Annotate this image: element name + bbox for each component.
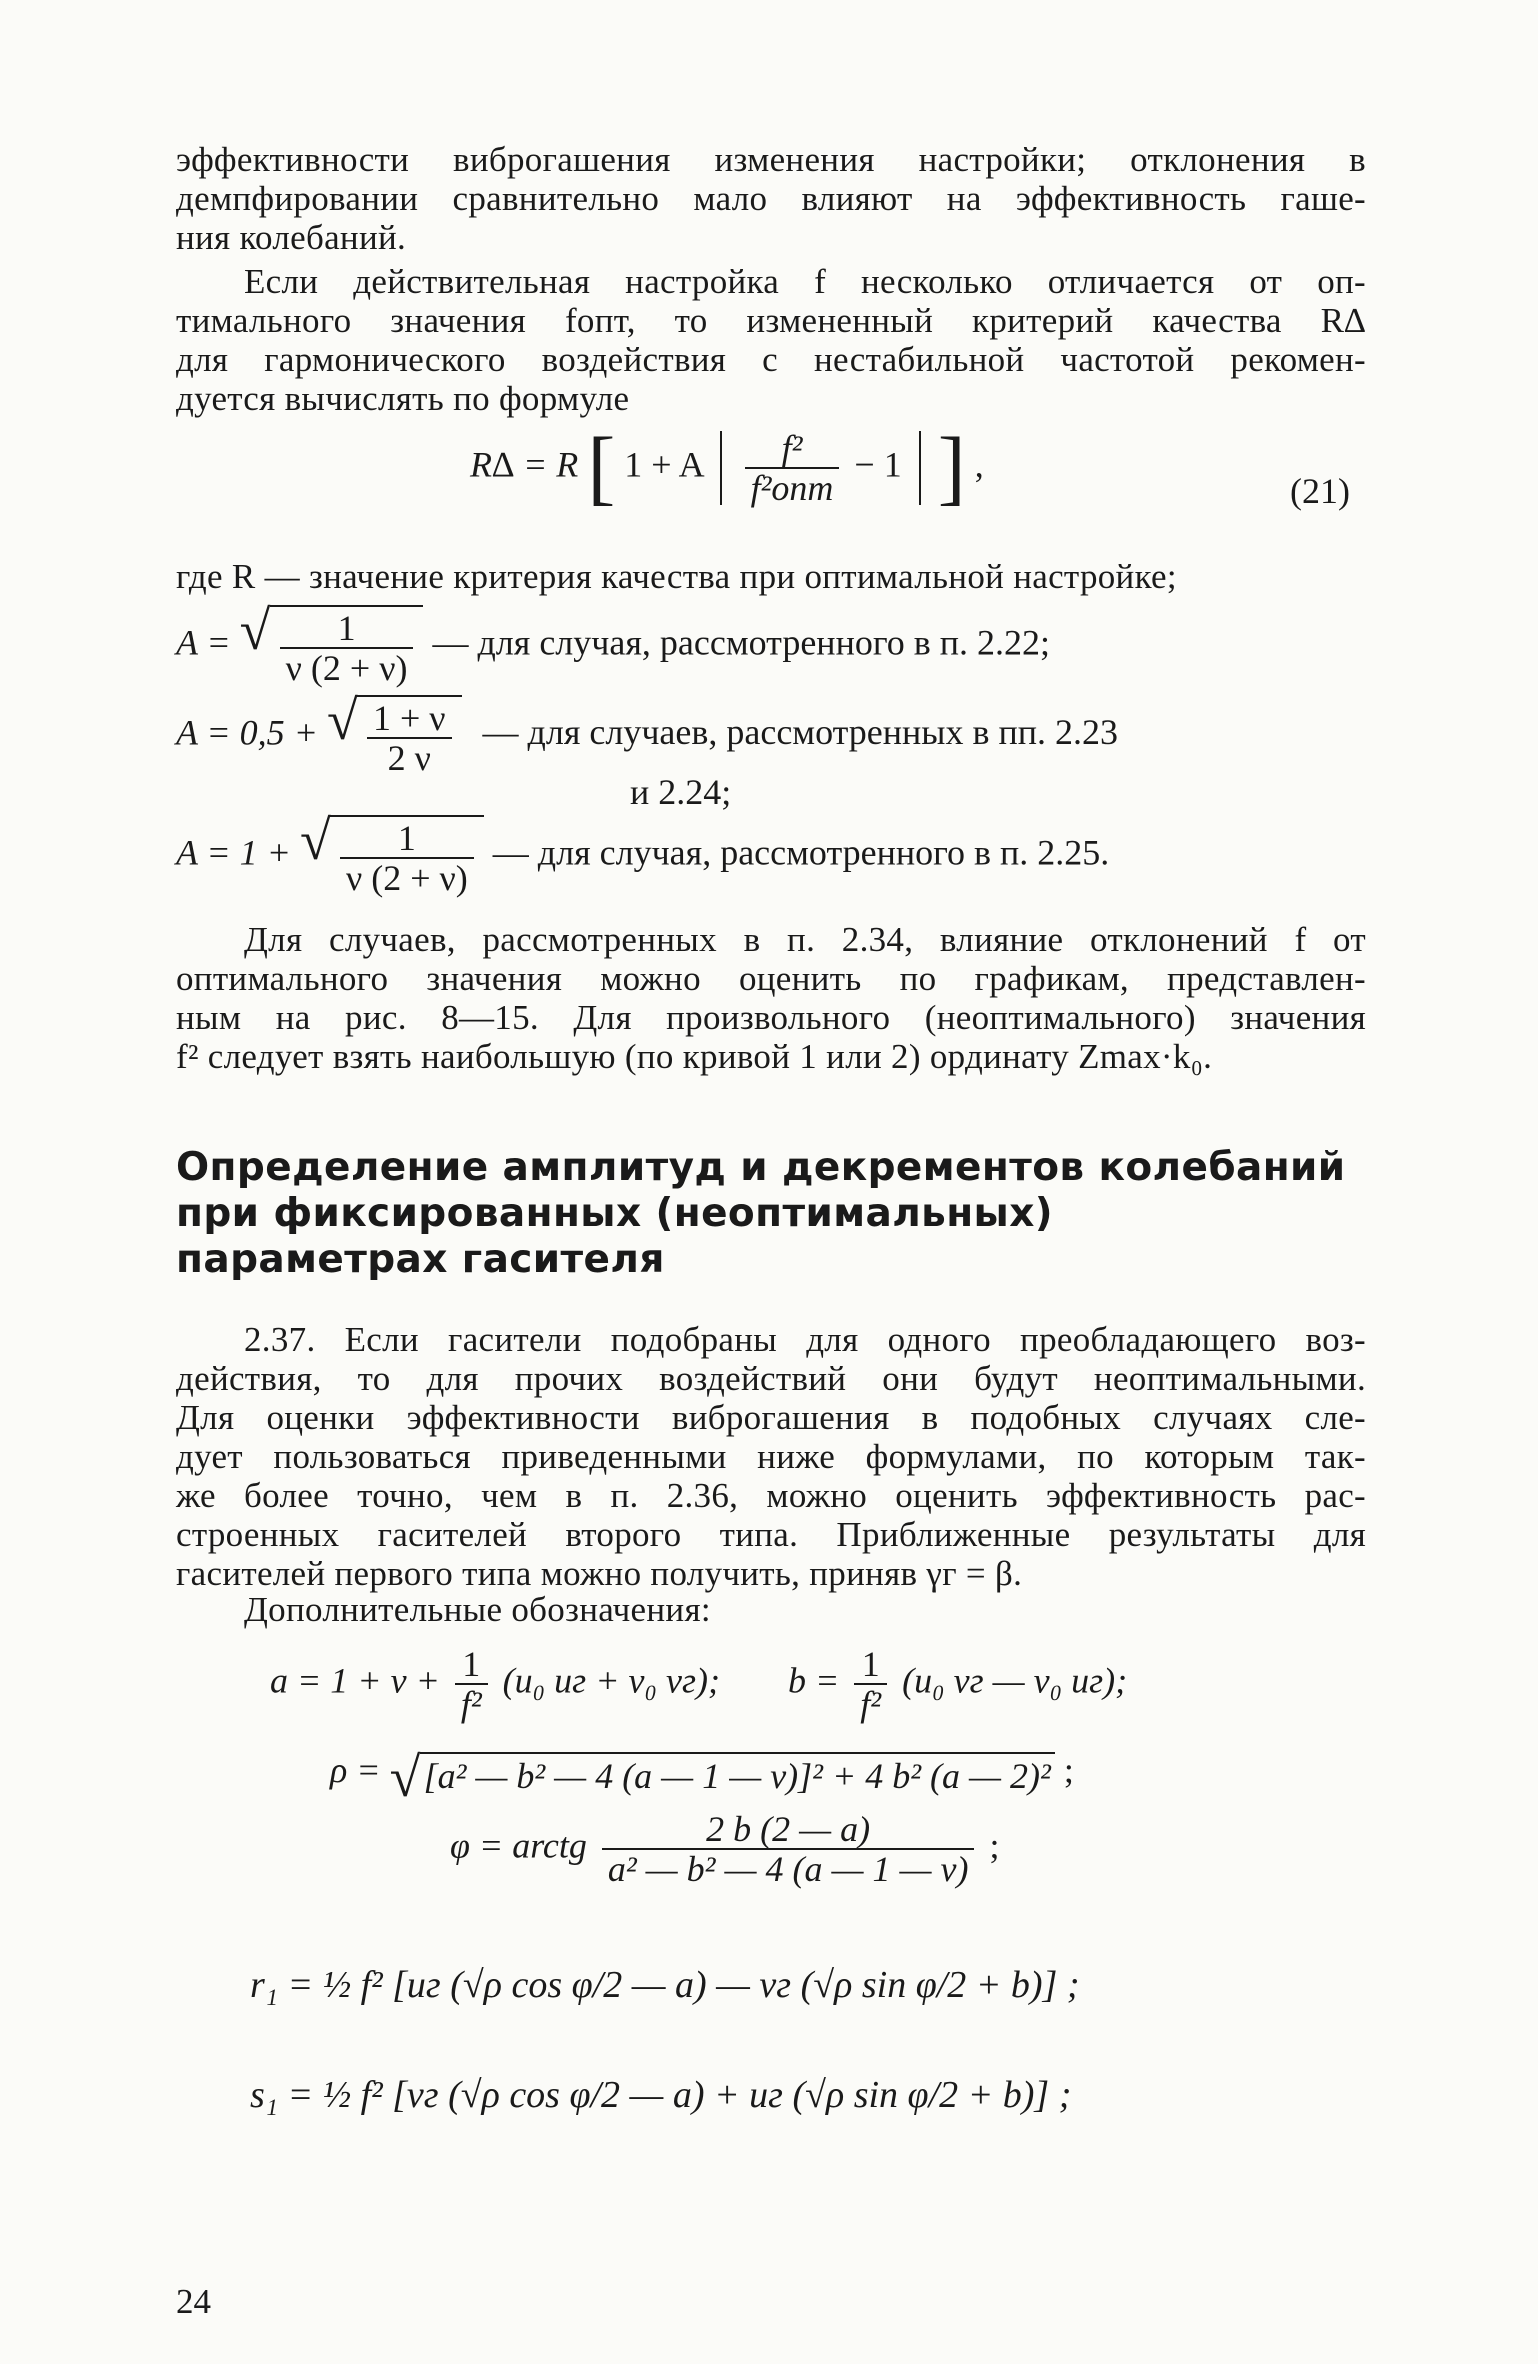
case-1 bbox=[176, 600, 1050, 688]
sqrt: √ [a² — b² — 4 (a — 1 — ν)]² + 4 b² (a — 2)² bbox=[390, 1752, 1055, 1796]
text-line: оптимального значения можно оценить по графикам, представлен- bbox=[176, 959, 1366, 998]
text-line: для гармонического воздействия с нестабильной частотой рекомен- bbox=[176, 340, 1366, 379]
text-line: Для оценки эффективности виброгашения в подобных случаях сле- bbox=[176, 1398, 1366, 1437]
text-line: 2.37. Если гасители подобраны для одного преобладающего воз- bbox=[244, 1320, 1366, 1359]
eq-comma: , bbox=[974, 444, 984, 485]
fraction-denominator: f² bbox=[460, 1684, 482, 1724]
fraction-denominator: 2 ν bbox=[387, 738, 431, 778]
fraction bbox=[602, 1810, 975, 1888]
text-line: дует пользоваться приведенными ниже формулами, по которым так- bbox=[176, 1437, 1366, 1476]
formula-r1-text: r₁ = ½ f² [uг (√ρ cos φ/2 — a) — vг (√ρ sin φ/2 + b)] ; bbox=[250, 1964, 1080, 2006]
heading-line: Определение амплитуд и декрементов колебаний bbox=[176, 1145, 1346, 1190]
heading-line: параметрах гасителя bbox=[176, 1237, 665, 1282]
text-line: f² следует взять наибольшую (по кривой 1 или 2) ординату Zmax·k₀. bbox=[176, 1037, 1213, 1076]
formula-b-rhs: (u₀ vг — v₀ uг); bbox=[902, 1660, 1128, 1701]
paragraph-1 bbox=[176, 140, 1366, 257]
text-line: ния колебаний. bbox=[176, 218, 407, 257]
fraction-numerator: 1 + ν bbox=[367, 699, 452, 739]
where-line bbox=[176, 557, 1366, 596]
fraction-numerator: 1 bbox=[340, 819, 474, 859]
formula-a-b bbox=[270, 1645, 1127, 1723]
fraction-denominator: ν (2 + ν) bbox=[285, 648, 408, 688]
fraction-denominator: f² bbox=[860, 1684, 882, 1724]
case-text: — для случая, рассмотренного в п. 2.22; bbox=[432, 622, 1050, 663]
case-3 bbox=[176, 810, 1110, 898]
formula-s1 bbox=[250, 2075, 1071, 2115]
extra-label bbox=[176, 1590, 1366, 1629]
formula-b-lhs: b = bbox=[788, 1660, 840, 1701]
bracket-close: ] bbox=[937, 421, 966, 514]
text-line: ным на рис. 8—15. Для произвольного (неоптимального) значения bbox=[176, 998, 1366, 1037]
case-lhs: A = bbox=[176, 622, 231, 663]
formula-phi bbox=[450, 1810, 999, 1888]
formula-rho bbox=[330, 1746, 1074, 1809]
abs-bar-left bbox=[720, 431, 722, 505]
fraction bbox=[745, 429, 840, 507]
text-line: тимального значения fопт, то измененный критерий качества R∆ bbox=[176, 301, 1366, 340]
text-line: демпфировании сравнительно мало влияют на эффективность гаше- bbox=[176, 179, 1366, 218]
fraction-numerator: f² bbox=[745, 429, 840, 469]
fraction bbox=[340, 819, 474, 897]
fraction-numerator: 1 bbox=[455, 1645, 488, 1685]
fraction bbox=[367, 699, 452, 777]
formula-phi-lhs: φ = arctg bbox=[450, 1825, 587, 1866]
sqrt: √ $\frac{1 + \nu}{2 \nu}$ bbox=[327, 695, 462, 777]
section-heading bbox=[176, 1145, 1366, 1283]
case-lhs: A = 1 + bbox=[176, 832, 291, 873]
text-line: Для случаев, рассмотренных в п. 2.34, влияние отклонений f от bbox=[244, 920, 1366, 959]
fraction-denominator: f²опт bbox=[750, 468, 834, 508]
text-line: же более точно, чем в п. 2.36, можно оценить эффективность рас- bbox=[176, 1476, 1366, 1515]
formula-phi-end: ; bbox=[989, 1825, 1000, 1866]
fraction bbox=[455, 1645, 488, 1723]
sqrt: √ $\frac{1}{\nu (2 + \nu)}$ bbox=[300, 815, 484, 897]
fraction-numerator: 1 bbox=[854, 1645, 887, 1685]
paragraph-4 bbox=[176, 1320, 1366, 1593]
sqrt: √ $\frac{1}{\nu (2 + \nu)}$ bbox=[240, 605, 424, 687]
text-line: где R — значение критерия качества при оптимальной настройке; bbox=[176, 557, 1177, 596]
eq-inner: 1 + A bbox=[624, 444, 703, 485]
case-lhs: A = 0,5 + bbox=[176, 712, 318, 753]
case-2-cont: и 2.24; bbox=[630, 772, 732, 812]
paragraph-2 bbox=[176, 262, 1366, 418]
fraction-denominator: ν (2 + ν) bbox=[345, 858, 468, 898]
eq-lhs: R∆ = R bbox=[470, 444, 579, 485]
formula-a-rhs: (u₀ uг + v₀ vг); bbox=[502, 1660, 720, 1701]
fraction bbox=[854, 1645, 887, 1723]
case-2 bbox=[176, 690, 1119, 778]
abs-bar-right bbox=[919, 431, 921, 505]
page-number: 24 bbox=[176, 2282, 211, 2321]
formula-rho-body: [a² — b² — 4 (a — 1 — ν)]² + 4 b² (a — 2)² bbox=[420, 1752, 1055, 1796]
text-line: гасителей первого типа можно получить, приняв γг = β. bbox=[176, 1554, 1023, 1593]
formula-s1-text: s₁ = ½ f² [vг (√ρ cos φ/2 — a) + uг (√ρ sin φ/2 + b)] ; bbox=[250, 2074, 1072, 2116]
heading-line: при фиксированных (неоптимальных) bbox=[176, 1191, 1054, 1236]
formula-rho-end: ; bbox=[1063, 1750, 1074, 1790]
formula-a-lhs: a = 1 + ν + bbox=[270, 1660, 440, 1701]
text-line: дуется вычислять по формуле bbox=[176, 379, 630, 418]
fraction-numerator: 1 bbox=[280, 609, 414, 649]
paragraph-3 bbox=[176, 920, 1366, 1076]
text-line: строенных гасителей второго типа. Приближенные результаты для bbox=[176, 1515, 1366, 1554]
case-text: — для случаев, рассмотренных в пп. 2.23 bbox=[482, 712, 1119, 753]
formula-rho-lhs: ρ = bbox=[330, 1750, 381, 1790]
fraction-denominator: a² — b² — 4 (a — 1 — ν) bbox=[607, 1849, 969, 1889]
fraction-numerator: 2 b (2 — a) bbox=[602, 1810, 975, 1850]
text-line: Если действительная настройка f несколько отличается от оп- bbox=[244, 262, 1366, 301]
case-text: — для случая, рассмотренного в п. 2.25. bbox=[492, 832, 1110, 873]
eq-tail: − 1 bbox=[854, 444, 902, 485]
fraction bbox=[280, 609, 414, 687]
text-line: действия, то для прочих воздействий они будут неоптимальными. bbox=[176, 1359, 1366, 1398]
equation-21 bbox=[470, 421, 984, 514]
bracket-open: [ bbox=[587, 421, 616, 514]
text-line: эффективности виброгашения изменения настройки; отклонения в bbox=[176, 140, 1366, 179]
equation-number: (21) bbox=[1290, 471, 1350, 511]
formula-r1 bbox=[250, 1965, 1080, 2005]
text-line: Дополнительные обозначения: bbox=[244, 1590, 711, 1629]
